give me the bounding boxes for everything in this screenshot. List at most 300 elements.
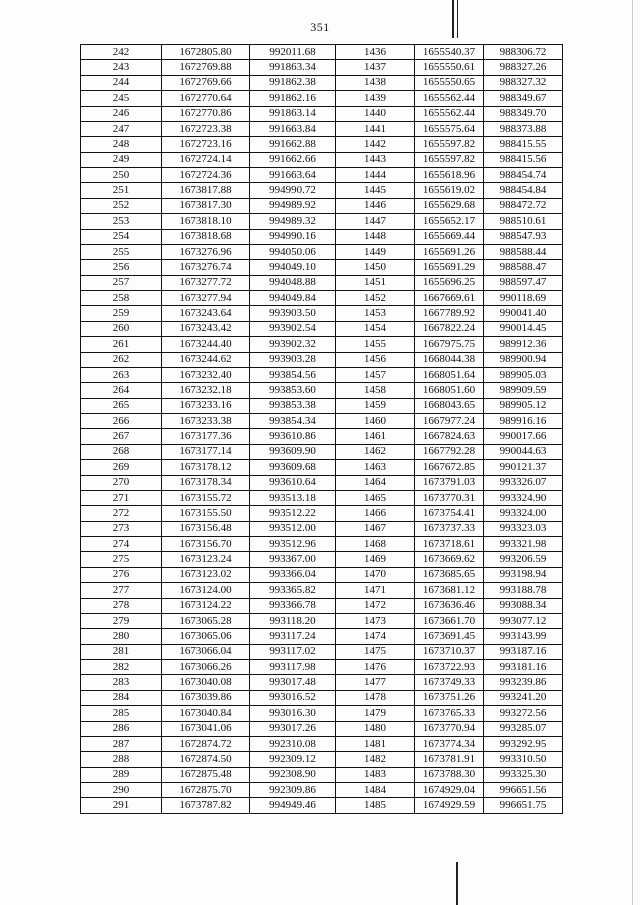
point-number-left-cell: 249 bbox=[81, 152, 162, 167]
y-coordinate-right-cell: 988327.26 bbox=[484, 60, 563, 75]
table-row bbox=[81, 260, 563, 275]
point-number-left-cell: 291 bbox=[81, 798, 162, 813]
table-row bbox=[81, 444, 563, 459]
x-coordinate-left-cell: 1673124.22 bbox=[162, 598, 250, 613]
y-coordinate-right-cell: 989900.94 bbox=[484, 352, 563, 367]
x-coordinate-left-cell: 1672723.38 bbox=[162, 121, 250, 136]
y-coordinate-left-cell: 993366.04 bbox=[250, 567, 336, 582]
y-coordinate-left-cell: 994050.06 bbox=[250, 244, 336, 259]
y-coordinate-right-cell: 993206.59 bbox=[484, 552, 563, 567]
y-coordinate-left-cell: 991662.88 bbox=[250, 137, 336, 152]
y-coordinate-right-cell: 993241.20 bbox=[484, 690, 563, 705]
y-coordinate-right-cell: 993310.50 bbox=[484, 752, 563, 767]
point-number-right-cell: 1453 bbox=[336, 306, 415, 321]
x-coordinate-left-cell: 1673276.74 bbox=[162, 260, 250, 275]
y-coordinate-left-cell: 991662.66 bbox=[250, 152, 336, 167]
x-coordinate-right-cell: 1673685.65 bbox=[415, 567, 484, 582]
x-coordinate-right-cell: 1667977.24 bbox=[415, 414, 484, 429]
y-coordinate-left-cell: 993854.34 bbox=[250, 414, 336, 429]
x-coordinate-left-cell: 1673039.86 bbox=[162, 690, 250, 705]
x-coordinate-right-cell: 1673754.41 bbox=[415, 506, 484, 521]
y-coordinate-left-cell: 992310.08 bbox=[250, 736, 336, 751]
x-coordinate-right-cell: 1655550.65 bbox=[415, 75, 484, 90]
point-number-right-cell: 1482 bbox=[336, 752, 415, 767]
x-coordinate-left-cell: 1672724.14 bbox=[162, 152, 250, 167]
x-coordinate-left-cell: 1672875.70 bbox=[162, 783, 250, 798]
point-number-left-cell: 265 bbox=[81, 398, 162, 413]
x-coordinate-right-cell: 1673770.31 bbox=[415, 490, 484, 505]
x-coordinate-left-cell: 1672770.86 bbox=[162, 106, 250, 121]
y-coordinate-right-cell: 993088.34 bbox=[484, 598, 563, 613]
point-number-left-cell: 255 bbox=[81, 244, 162, 259]
point-number-right-cell: 1445 bbox=[336, 183, 415, 198]
table-row bbox=[81, 644, 563, 659]
x-coordinate-right-cell: 1667672.85 bbox=[415, 460, 484, 475]
y-coordinate-right-cell: 993292.95 bbox=[484, 736, 563, 751]
point-number-left-cell: 285 bbox=[81, 706, 162, 721]
point-number-right-cell: 1439 bbox=[336, 91, 415, 106]
table-row bbox=[81, 613, 563, 628]
x-coordinate-right-cell: 1655652.17 bbox=[415, 214, 484, 229]
x-coordinate-right-cell: 1674929.04 bbox=[415, 783, 484, 798]
y-coordinate-left-cell: 993609.68 bbox=[250, 460, 336, 475]
x-coordinate-right-cell: 1673791.03 bbox=[415, 475, 484, 490]
table-row bbox=[81, 121, 563, 136]
y-coordinate-left-cell: 991663.84 bbox=[250, 121, 336, 136]
point-number-right-cell: 1443 bbox=[336, 152, 415, 167]
point-number-left-cell: 268 bbox=[81, 444, 162, 459]
point-number-left-cell: 250 bbox=[81, 168, 162, 183]
x-coordinate-right-cell: 1667792.28 bbox=[415, 444, 484, 459]
x-coordinate-right-cell: 1673681.12 bbox=[415, 583, 484, 598]
point-number-right-cell: 1440 bbox=[336, 106, 415, 121]
x-coordinate-left-cell: 1673818.10 bbox=[162, 214, 250, 229]
x-coordinate-left-cell: 1672805.80 bbox=[162, 45, 250, 60]
table-row bbox=[81, 690, 563, 705]
x-coordinate-left-cell: 1672723.16 bbox=[162, 137, 250, 152]
coordinate-table-body bbox=[81, 45, 563, 814]
y-coordinate-left-cell: 991863.14 bbox=[250, 106, 336, 121]
scan-artifact-bottom bbox=[456, 862, 458, 905]
y-coordinate-left-cell: 993903.28 bbox=[250, 352, 336, 367]
y-coordinate-right-cell: 989912.36 bbox=[484, 337, 563, 352]
point-number-right-cell: 1446 bbox=[336, 198, 415, 213]
x-coordinate-right-cell: 1673669.62 bbox=[415, 552, 484, 567]
table-row bbox=[81, 521, 563, 536]
x-coordinate-right-cell: 1655562.44 bbox=[415, 106, 484, 121]
y-coordinate-right-cell: 988373.88 bbox=[484, 121, 563, 136]
x-coordinate-right-cell: 1655597.82 bbox=[415, 137, 484, 152]
y-coordinate-left-cell: 991862.38 bbox=[250, 75, 336, 90]
scan-artifact-top bbox=[452, 0, 454, 38]
y-coordinate-right-cell: 993143.99 bbox=[484, 629, 563, 644]
point-number-left-cell: 262 bbox=[81, 352, 162, 367]
table-row bbox=[81, 429, 563, 444]
point-number-left-cell: 259 bbox=[81, 306, 162, 321]
x-coordinate-left-cell: 1673787.82 bbox=[162, 798, 250, 813]
table-row bbox=[81, 414, 563, 429]
point-number-right-cell: 1454 bbox=[336, 321, 415, 336]
x-coordinate-right-cell: 1673765.33 bbox=[415, 706, 484, 721]
x-coordinate-right-cell: 1673710.37 bbox=[415, 644, 484, 659]
y-coordinate-left-cell: 993610.64 bbox=[250, 475, 336, 490]
table-row bbox=[81, 198, 563, 213]
y-coordinate-right-cell: 988327.32 bbox=[484, 75, 563, 90]
x-coordinate-left-cell: 1673277.72 bbox=[162, 275, 250, 290]
y-coordinate-left-cell: 993903.50 bbox=[250, 306, 336, 321]
y-coordinate-left-cell: 993513.18 bbox=[250, 490, 336, 505]
y-coordinate-left-cell: 994990.16 bbox=[250, 229, 336, 244]
x-coordinate-right-cell: 1673722.93 bbox=[415, 660, 484, 675]
table-row bbox=[81, 398, 563, 413]
x-coordinate-right-cell: 1655597.82 bbox=[415, 152, 484, 167]
y-coordinate-left-cell: 993117.24 bbox=[250, 629, 336, 644]
x-coordinate-right-cell: 1673751.26 bbox=[415, 690, 484, 705]
y-coordinate-right-cell: 988415.55 bbox=[484, 137, 563, 152]
y-coordinate-left-cell: 993609.90 bbox=[250, 444, 336, 459]
y-coordinate-right-cell: 990118.69 bbox=[484, 291, 563, 306]
y-coordinate-left-cell: 993853.38 bbox=[250, 398, 336, 413]
table-row bbox=[81, 629, 563, 644]
table-row bbox=[81, 537, 563, 552]
table-row bbox=[81, 337, 563, 352]
point-number-right-cell: 1478 bbox=[336, 690, 415, 705]
table-row bbox=[81, 229, 563, 244]
y-coordinate-left-cell: 993610.86 bbox=[250, 429, 336, 444]
x-coordinate-left-cell: 1673123.02 bbox=[162, 567, 250, 582]
x-coordinate-left-cell: 1673817.30 bbox=[162, 198, 250, 213]
x-coordinate-right-cell: 1667824.63 bbox=[415, 429, 484, 444]
table-row bbox=[81, 490, 563, 505]
table-row bbox=[81, 321, 563, 336]
point-number-right-cell: 1463 bbox=[336, 460, 415, 475]
point-number-right-cell: 1481 bbox=[336, 736, 415, 751]
x-coordinate-right-cell: 1668051.60 bbox=[415, 383, 484, 398]
point-number-left-cell: 281 bbox=[81, 644, 162, 659]
point-number-left-cell: 279 bbox=[81, 613, 162, 628]
y-coordinate-right-cell: 993321.98 bbox=[484, 537, 563, 552]
point-number-right-cell: 1464 bbox=[336, 475, 415, 490]
y-coordinate-right-cell: 988510.61 bbox=[484, 214, 563, 229]
table-row bbox=[81, 214, 563, 229]
point-number-left-cell: 264 bbox=[81, 383, 162, 398]
point-number-right-cell: 1480 bbox=[336, 721, 415, 736]
x-coordinate-left-cell: 1672874.50 bbox=[162, 752, 250, 767]
point-number-right-cell: 1458 bbox=[336, 383, 415, 398]
table-row bbox=[81, 45, 563, 60]
y-coordinate-right-cell: 989905.03 bbox=[484, 367, 563, 382]
table-row bbox=[81, 244, 563, 259]
table-row bbox=[81, 552, 563, 567]
point-number-right-cell: 1469 bbox=[336, 552, 415, 567]
x-coordinate-right-cell: 1673661.70 bbox=[415, 613, 484, 628]
x-coordinate-left-cell: 1672770.64 bbox=[162, 91, 250, 106]
table-row bbox=[81, 352, 563, 367]
y-coordinate-left-cell: 991862.16 bbox=[250, 91, 336, 106]
table-row bbox=[81, 60, 563, 75]
point-number-left-cell: 282 bbox=[81, 660, 162, 675]
point-number-left-cell: 286 bbox=[81, 721, 162, 736]
y-coordinate-right-cell: 993239.86 bbox=[484, 675, 563, 690]
table-row bbox=[81, 152, 563, 167]
y-coordinate-right-cell: 993077.12 bbox=[484, 613, 563, 628]
point-number-left-cell: 280 bbox=[81, 629, 162, 644]
x-coordinate-left-cell: 1673066.04 bbox=[162, 644, 250, 659]
x-coordinate-right-cell: 1668044.38 bbox=[415, 352, 484, 367]
point-number-right-cell: 1477 bbox=[336, 675, 415, 690]
point-number-left-cell: 251 bbox=[81, 183, 162, 198]
point-number-left-cell: 274 bbox=[81, 537, 162, 552]
y-coordinate-left-cell: 993512.96 bbox=[250, 537, 336, 552]
point-number-left-cell: 258 bbox=[81, 291, 162, 306]
point-number-right-cell: 1460 bbox=[336, 414, 415, 429]
y-coordinate-right-cell: 993188.78 bbox=[484, 583, 563, 598]
point-number-right-cell: 1447 bbox=[336, 214, 415, 229]
y-coordinate-right-cell: 993325.30 bbox=[484, 767, 563, 782]
y-coordinate-left-cell: 994049.84 bbox=[250, 291, 336, 306]
x-coordinate-right-cell: 1655550.61 bbox=[415, 60, 484, 75]
x-coordinate-left-cell: 1673817.88 bbox=[162, 183, 250, 198]
point-number-left-cell: 261 bbox=[81, 337, 162, 352]
x-coordinate-left-cell: 1673277.94 bbox=[162, 291, 250, 306]
point-number-left-cell: 246 bbox=[81, 106, 162, 121]
x-coordinate-left-cell: 1673232.40 bbox=[162, 367, 250, 382]
point-number-left-cell: 260 bbox=[81, 321, 162, 336]
y-coordinate-left-cell: 993118.20 bbox=[250, 613, 336, 628]
y-coordinate-left-cell: 993902.32 bbox=[250, 337, 336, 352]
y-coordinate-left-cell: 993017.26 bbox=[250, 721, 336, 736]
x-coordinate-left-cell: 1672724.36 bbox=[162, 168, 250, 183]
y-coordinate-left-cell: 991863.34 bbox=[250, 60, 336, 75]
x-coordinate-left-cell: 1673233.16 bbox=[162, 398, 250, 413]
x-coordinate-right-cell: 1655540.37 bbox=[415, 45, 484, 60]
y-coordinate-left-cell: 991663.64 bbox=[250, 168, 336, 183]
table-row bbox=[81, 675, 563, 690]
x-coordinate-right-cell: 1673770.94 bbox=[415, 721, 484, 736]
x-coordinate-left-cell: 1673818.68 bbox=[162, 229, 250, 244]
table-row bbox=[81, 137, 563, 152]
point-number-right-cell: 1484 bbox=[336, 783, 415, 798]
y-coordinate-left-cell: 993367.00 bbox=[250, 552, 336, 567]
table-row bbox=[81, 721, 563, 736]
point-number-right-cell: 1483 bbox=[336, 767, 415, 782]
x-coordinate-right-cell: 1655669.44 bbox=[415, 229, 484, 244]
point-number-right-cell: 1471 bbox=[336, 583, 415, 598]
x-coordinate-left-cell: 1673276.96 bbox=[162, 244, 250, 259]
table-row bbox=[81, 106, 563, 121]
point-number-left-cell: 270 bbox=[81, 475, 162, 490]
point-number-left-cell: 271 bbox=[81, 490, 162, 505]
point-number-right-cell: 1472 bbox=[336, 598, 415, 613]
point-number-left-cell: 288 bbox=[81, 752, 162, 767]
x-coordinate-right-cell: 1667669.61 bbox=[415, 291, 484, 306]
y-coordinate-right-cell: 988349.70 bbox=[484, 106, 563, 121]
point-number-left-cell: 276 bbox=[81, 567, 162, 582]
y-coordinate-right-cell: 993323.03 bbox=[484, 521, 563, 536]
x-coordinate-right-cell: 1673636.46 bbox=[415, 598, 484, 613]
x-coordinate-left-cell: 1673232.18 bbox=[162, 383, 250, 398]
point-number-right-cell: 1459 bbox=[336, 398, 415, 413]
point-number-left-cell: 277 bbox=[81, 583, 162, 598]
y-coordinate-left-cell: 993365.82 bbox=[250, 583, 336, 598]
y-coordinate-right-cell: 988454.84 bbox=[484, 183, 563, 198]
point-number-left-cell: 243 bbox=[81, 60, 162, 75]
scan-artifact-top-2 bbox=[457, 0, 458, 38]
point-number-left-cell: 272 bbox=[81, 506, 162, 521]
table-row bbox=[81, 168, 563, 183]
y-coordinate-right-cell: 989905.12 bbox=[484, 398, 563, 413]
page-number: 351 bbox=[310, 20, 330, 34]
table-row bbox=[81, 506, 563, 521]
table-row bbox=[81, 706, 563, 721]
y-coordinate-left-cell: 993512.22 bbox=[250, 506, 336, 521]
x-coordinate-left-cell: 1673040.08 bbox=[162, 675, 250, 690]
point-number-right-cell: 1468 bbox=[336, 537, 415, 552]
table-row bbox=[81, 460, 563, 475]
point-number-right-cell: 1475 bbox=[336, 644, 415, 659]
x-coordinate-right-cell: 1673718.61 bbox=[415, 537, 484, 552]
x-coordinate-right-cell: 1667789.92 bbox=[415, 306, 484, 321]
y-coordinate-right-cell: 996651.56 bbox=[484, 783, 563, 798]
y-coordinate-right-cell: 993285.07 bbox=[484, 721, 563, 736]
point-number-left-cell: 269 bbox=[81, 460, 162, 475]
y-coordinate-left-cell: 993366.78 bbox=[250, 598, 336, 613]
table-row bbox=[81, 798, 563, 813]
table-row bbox=[81, 275, 563, 290]
y-coordinate-right-cell: 988415.56 bbox=[484, 152, 563, 167]
point-number-right-cell: 1474 bbox=[336, 629, 415, 644]
y-coordinate-right-cell: 993324.90 bbox=[484, 490, 563, 505]
x-coordinate-right-cell: 1674929.59 bbox=[415, 798, 484, 813]
point-number-right-cell: 1461 bbox=[336, 429, 415, 444]
y-coordinate-left-cell: 994048.88 bbox=[250, 275, 336, 290]
y-coordinate-right-cell: 993181.16 bbox=[484, 660, 563, 675]
x-coordinate-right-cell: 1668043.65 bbox=[415, 398, 484, 413]
x-coordinate-right-cell: 1655691.26 bbox=[415, 244, 484, 259]
point-number-right-cell: 1444 bbox=[336, 168, 415, 183]
x-coordinate-right-cell: 1673749.33 bbox=[415, 675, 484, 690]
y-coordinate-right-cell: 989909.59 bbox=[484, 383, 563, 398]
y-coordinate-right-cell: 996651.75 bbox=[484, 798, 563, 813]
x-coordinate-right-cell: 1668051.64 bbox=[415, 367, 484, 382]
x-coordinate-left-cell: 1673243.42 bbox=[162, 321, 250, 336]
y-coordinate-right-cell: 988472.72 bbox=[484, 198, 563, 213]
point-number-right-cell: 1465 bbox=[336, 490, 415, 505]
point-number-right-cell: 1467 bbox=[336, 521, 415, 536]
x-coordinate-left-cell: 1673040.84 bbox=[162, 706, 250, 721]
y-coordinate-left-cell: 993117.02 bbox=[250, 644, 336, 659]
x-coordinate-right-cell: 1673737.33 bbox=[415, 521, 484, 536]
x-coordinate-left-cell: 1672769.88 bbox=[162, 60, 250, 75]
y-coordinate-right-cell: 988597.47 bbox=[484, 275, 563, 290]
y-coordinate-right-cell: 990044.63 bbox=[484, 444, 563, 459]
x-coordinate-left-cell: 1673065.06 bbox=[162, 629, 250, 644]
x-coordinate-left-cell: 1673156.48 bbox=[162, 521, 250, 536]
point-number-right-cell: 1438 bbox=[336, 75, 415, 90]
y-coordinate-right-cell: 988306.72 bbox=[484, 45, 563, 60]
y-coordinate-left-cell: 992011.68 bbox=[250, 45, 336, 60]
point-number-left-cell: 248 bbox=[81, 137, 162, 152]
x-coordinate-left-cell: 1673041.06 bbox=[162, 721, 250, 736]
y-coordinate-left-cell: 992309.86 bbox=[250, 783, 336, 798]
y-coordinate-left-cell: 993853.60 bbox=[250, 383, 336, 398]
x-coordinate-right-cell: 1655619.02 bbox=[415, 183, 484, 198]
x-coordinate-left-cell: 1672769.66 bbox=[162, 75, 250, 90]
point-number-left-cell: 267 bbox=[81, 429, 162, 444]
point-number-left-cell: 244 bbox=[81, 75, 162, 90]
x-coordinate-left-cell: 1673244.40 bbox=[162, 337, 250, 352]
x-coordinate-left-cell: 1673233.38 bbox=[162, 414, 250, 429]
point-number-left-cell: 289 bbox=[81, 767, 162, 782]
x-coordinate-right-cell: 1655575.64 bbox=[415, 121, 484, 136]
y-coordinate-right-cell: 988588.47 bbox=[484, 260, 563, 275]
y-coordinate-right-cell: 988547.93 bbox=[484, 229, 563, 244]
x-coordinate-right-cell: 1673774.34 bbox=[415, 736, 484, 751]
y-coordinate-right-cell: 993272.56 bbox=[484, 706, 563, 721]
table-row bbox=[81, 583, 563, 598]
point-number-left-cell: 266 bbox=[81, 414, 162, 429]
point-number-right-cell: 1441 bbox=[336, 121, 415, 136]
x-coordinate-left-cell: 1672875.48 bbox=[162, 767, 250, 782]
y-coordinate-right-cell: 988349.67 bbox=[484, 91, 563, 106]
table-row bbox=[81, 75, 563, 90]
y-coordinate-left-cell: 993016.30 bbox=[250, 706, 336, 721]
point-number-right-cell: 1442 bbox=[336, 137, 415, 152]
point-number-right-cell: 1451 bbox=[336, 275, 415, 290]
y-coordinate-left-cell: 994989.32 bbox=[250, 214, 336, 229]
table-row bbox=[81, 567, 563, 582]
x-coordinate-left-cell: 1673244.62 bbox=[162, 352, 250, 367]
scan-artifact-right-edge bbox=[632, 0, 633, 905]
x-coordinate-right-cell: 1655696.25 bbox=[415, 275, 484, 290]
point-number-right-cell: 1436 bbox=[336, 45, 415, 60]
table-row bbox=[81, 475, 563, 490]
y-coordinate-right-cell: 993187.16 bbox=[484, 644, 563, 659]
y-coordinate-right-cell: 990014.45 bbox=[484, 321, 563, 336]
point-number-right-cell: 1466 bbox=[336, 506, 415, 521]
point-number-left-cell: 253 bbox=[81, 214, 162, 229]
table-row bbox=[81, 367, 563, 382]
point-number-left-cell: 263 bbox=[81, 367, 162, 382]
x-coordinate-right-cell: 1655691.29 bbox=[415, 260, 484, 275]
point-number-right-cell: 1485 bbox=[336, 798, 415, 813]
x-coordinate-left-cell: 1673178.12 bbox=[162, 460, 250, 475]
x-coordinate-right-cell: 1673781.91 bbox=[415, 752, 484, 767]
x-coordinate-left-cell: 1673124.00 bbox=[162, 583, 250, 598]
table-row bbox=[81, 183, 563, 198]
y-coordinate-right-cell: 990041.40 bbox=[484, 306, 563, 321]
y-coordinate-left-cell: 993017.48 bbox=[250, 675, 336, 690]
x-coordinate-right-cell: 1667975.75 bbox=[415, 337, 484, 352]
point-number-left-cell: 257 bbox=[81, 275, 162, 290]
x-coordinate-right-cell: 1673691.45 bbox=[415, 629, 484, 644]
y-coordinate-left-cell: 994049.10 bbox=[250, 260, 336, 275]
table-row bbox=[81, 660, 563, 675]
point-number-left-cell: 247 bbox=[81, 121, 162, 136]
y-coordinate-left-cell: 994990.72 bbox=[250, 183, 336, 198]
table-row bbox=[81, 306, 563, 321]
x-coordinate-left-cell: 1673177.36 bbox=[162, 429, 250, 444]
point-number-left-cell: 242 bbox=[81, 45, 162, 60]
y-coordinate-right-cell: 988588.44 bbox=[484, 244, 563, 259]
point-number-right-cell: 1437 bbox=[336, 60, 415, 75]
point-number-right-cell: 1457 bbox=[336, 367, 415, 382]
x-coordinate-left-cell: 1673155.72 bbox=[162, 490, 250, 505]
table-row bbox=[81, 291, 563, 306]
x-coordinate-left-cell: 1673155.50 bbox=[162, 506, 250, 521]
point-number-right-cell: 1455 bbox=[336, 337, 415, 352]
point-number-left-cell: 245 bbox=[81, 91, 162, 106]
